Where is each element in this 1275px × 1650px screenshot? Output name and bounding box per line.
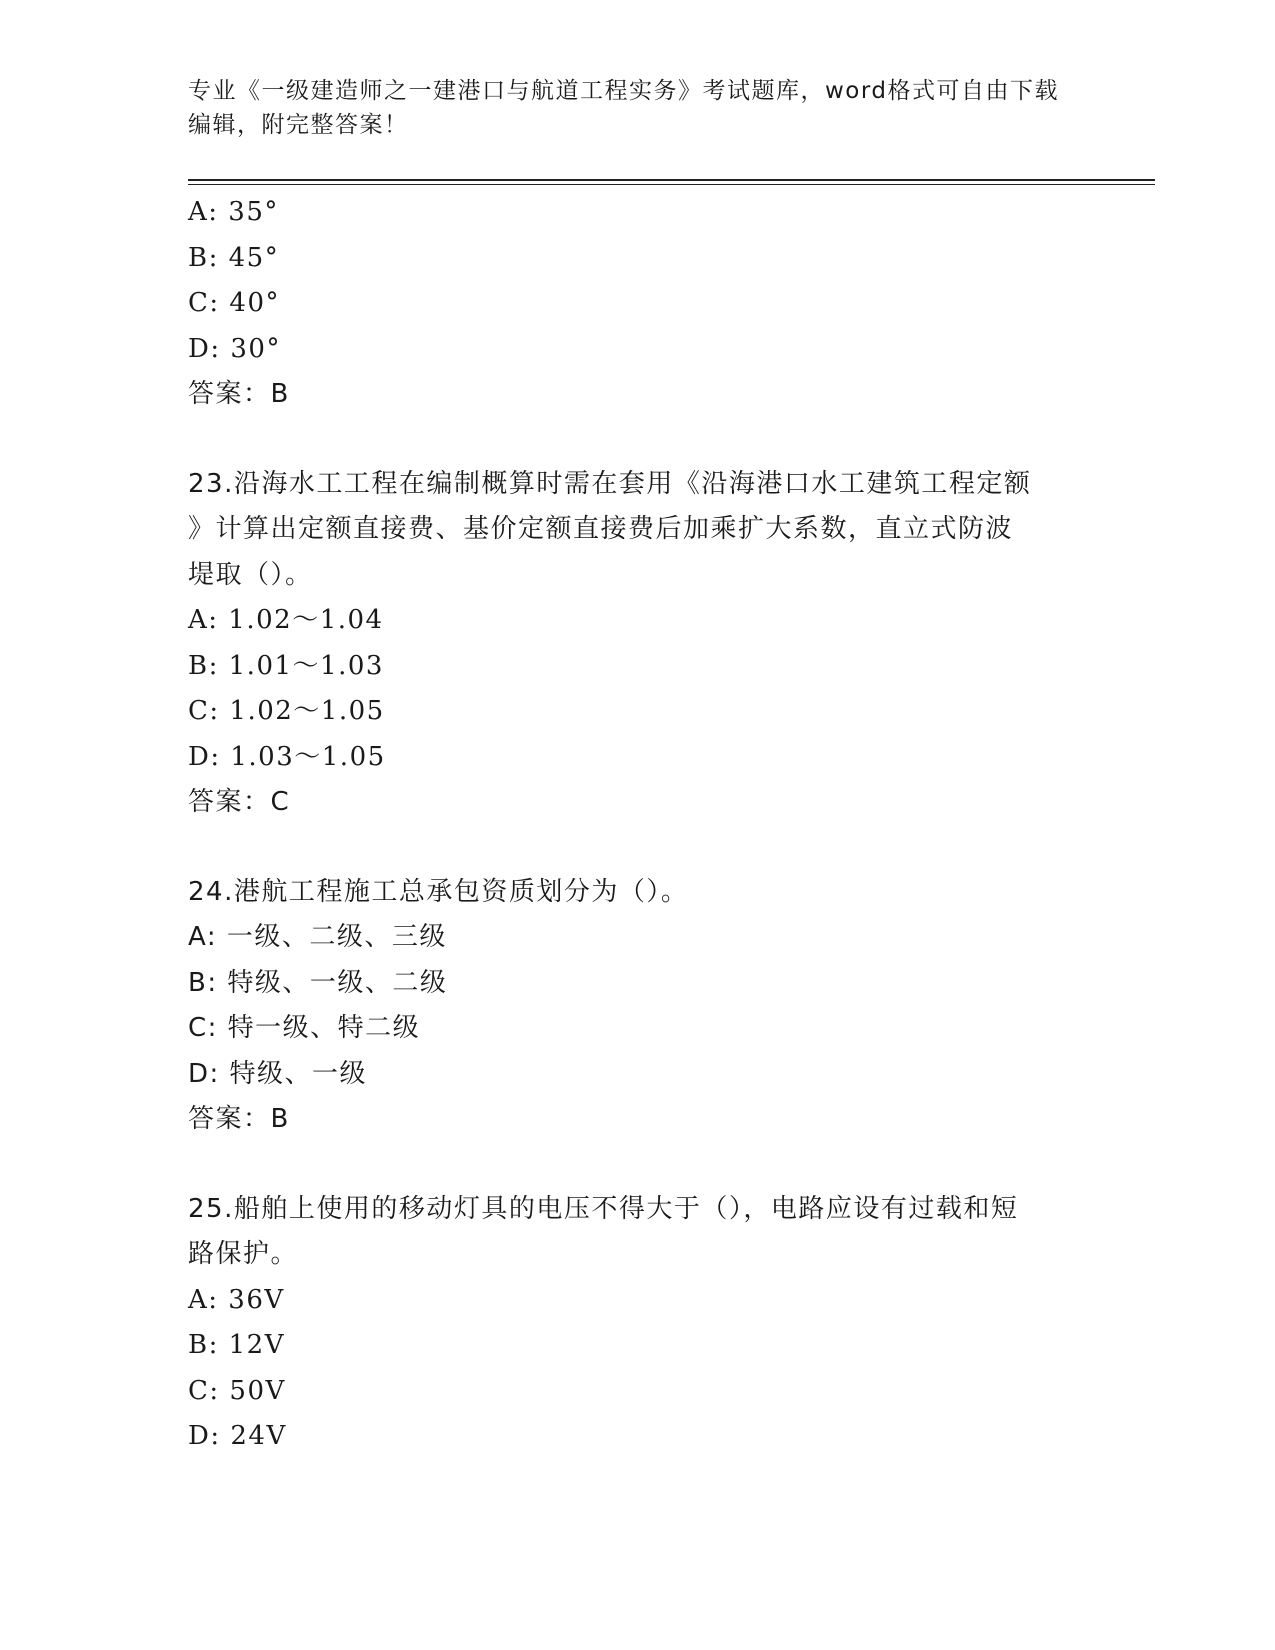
- option-c: C: 50V: [188, 1375, 286, 1406]
- option-b: B: 12V: [188, 1330, 285, 1360]
- question-text-line: 25.船舶上使用的移动灯具的电压不得大于（），电路应设有过载和短: [188, 1193, 1019, 1224]
- option-c: C: 特一级、特二级: [188, 1013, 421, 1043]
- option-b: B: 特级、一级、二级: [188, 967, 448, 998]
- option-b: B: 45°: [188, 242, 280, 273]
- question-23: [188, 462, 1088, 826]
- answer-line: 答案：C: [188, 787, 291, 817]
- question-24: [188, 870, 1088, 1143]
- question-text-line: 》计算出定额直接费、基价定额直接费后加乘扩大系数，直立式防波: [188, 514, 1014, 544]
- question-list: [188, 190, 1088, 1460]
- option-d: D: 1.03～1.05: [188, 741, 386, 772]
- header-rule-thin: [188, 184, 1155, 185]
- header-text: 专业《一级建造师之一建港口与航道工程实务》考试题库，word格式可自由下载编辑，附完整答案！: [188, 78, 1060, 138]
- question-text-line: 23.沿海水工工程在编制概算时需在套用《沿海港口水工建筑工程定额: [188, 468, 1032, 499]
- answer-line: 答案：B: [188, 379, 290, 409]
- question-22: [188, 190, 1088, 418]
- header-rule-thick: [188, 179, 1155, 181]
- option-a: A: 36V: [188, 1284, 285, 1315]
- question-text-line: 路保护。: [188, 1239, 299, 1269]
- option-c: C: 1.02～1.05: [188, 696, 385, 726]
- option-a: A: 一级、二级、三级: [188, 922, 447, 952]
- answer-line: 答案：B: [188, 1104, 290, 1134]
- option-a: A: 35°: [188, 197, 279, 227]
- option-d: D: 24V: [188, 1421, 287, 1451]
- option-d: D: 特级、一级: [188, 1058, 368, 1089]
- option-d: D: 30°: [188, 333, 281, 364]
- page-header: [188, 74, 1068, 142]
- question-25: [188, 1187, 1088, 1460]
- option-a: A: 1.02～1.04: [188, 605, 384, 635]
- option-b: B: 1.01～1.03: [188, 650, 384, 681]
- option-c: C: 40°: [188, 288, 281, 318]
- question-text-line: 堤取（）。: [188, 559, 313, 590]
- question-text-line: 24.港航工程施工总承包资质划分为（）。: [188, 876, 689, 907]
